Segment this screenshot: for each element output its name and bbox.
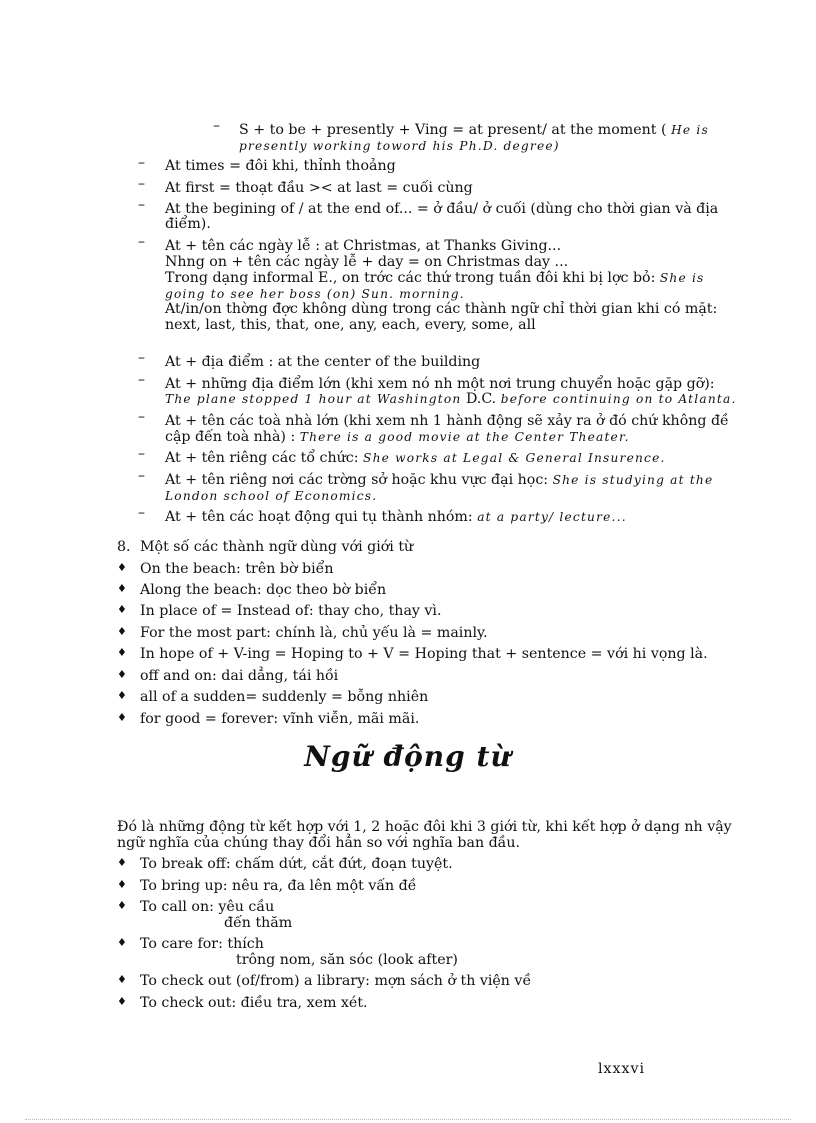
list-item-continuation: At/in/on thờng đợc không dùng trong các thành ngữ chỉ thời gian khi có mặt: [165, 301, 718, 317]
list-item: all of a sudden= suddenly = bỗng nhiên [140, 689, 429, 705]
dash-marker: – [138, 197, 145, 213]
list-item: To check out (of/from) a library: mợn sách ở th viện về [140, 973, 532, 989]
diamond-bullet-icon: ♦ [117, 646, 127, 659]
list-item: To break off: chấm dứt, cắt đứt, đoạn tuyệt. [140, 856, 453, 872]
list-item: Along the beach: dọc theo bờ biển [140, 582, 387, 598]
list-item-continuation: London school of Economics. [165, 489, 378, 503]
list-item: At + địa điểm : at the center of the building [165, 354, 481, 370]
list-item-continuation: presently working toword his Ph.D. degree) [239, 139, 560, 153]
list-item-continuation: going to see her boss (on) Sun. morning. [165, 287, 465, 301]
dash-marker: – [138, 505, 145, 521]
list-item: At + tên các ngày lễ : at Christmas, at Thanks Giving... [165, 238, 562, 254]
intro-paragraph-line: ngữ nghĩa của chúng thay đổi hẳn so với nghĩa ban đầu. [117, 835, 521, 851]
list-item-continuation: The plane stopped 1 hour at Washington D.C. before continuing on to Atlanta. [165, 391, 737, 407]
list-item: At + tên các toà nhà lớn (khi xem nh 1 hành động sẽ xảy ra ở đó chứ không đề [165, 413, 729, 429]
list-item-continuation: trông nom, săn sóc (look after) [236, 952, 458, 968]
list-item-continuation: Nhng on + tên các ngày lễ + day = on Christmas day ... [165, 254, 569, 270]
dash-marker: – [138, 234, 145, 250]
diamond-bullet-icon: ♦ [117, 561, 127, 574]
diamond-bullet-icon: ♦ [117, 689, 127, 702]
diamond-bullet-icon: ♦ [117, 856, 127, 869]
diamond-bullet-icon: ♦ [117, 668, 127, 681]
list-item: At times = đôi khi, thỉnh thoảng [165, 158, 396, 174]
list-item: At + tên riêng nơi các trờng sở hoặc khu vực đại học: She is studying at the [165, 472, 714, 488]
page-number: lxxxvi [598, 1061, 646, 1077]
list-item: In hope of + V-ing = Hoping to + V = Hoping that + sentence = với hi vọng là. [140, 646, 708, 662]
section-heading: Ngữ động từ [304, 740, 512, 773]
diamond-bullet-icon: ♦ [117, 995, 127, 1008]
diamond-bullet-icon: ♦ [117, 625, 127, 638]
list-item: To bring up: nêu ra, đa lên một vấn đề [140, 878, 417, 894]
list-item: To care for: thích [140, 936, 264, 952]
list-item-continuation: cập đến toà nhà) : There is a good movie at the Center Theater. [165, 429, 630, 445]
diamond-bullet-icon: ♦ [117, 973, 127, 986]
dash-marker: – [138, 468, 145, 484]
list-item: for good = forever: vĩnh viễn, mãi mãi. [140, 711, 420, 727]
list-item-continuation: đến thăm [224, 915, 293, 931]
dash-marker: – [138, 409, 145, 425]
diamond-bullet-icon: ♦ [117, 603, 127, 616]
dash-marker: – [138, 446, 145, 462]
dash-marker: – [213, 118, 220, 134]
diamond-bullet-icon: ♦ [117, 936, 127, 949]
dash-marker: – [138, 176, 145, 192]
list-item: For the most part: chính là, chủ yếu là = mainly. [140, 625, 488, 641]
list-item: At + tên các hoạt động qui tụ thành nhóm: at a party/ lecture... [165, 509, 627, 525]
list-item: On the beach: trên bờ biển [140, 561, 334, 577]
list-item: At the begining of / at the end of... = ở đầu/ ở cuối (dùng cho thời gian và địa [165, 201, 719, 217]
list-item-continuation: Trong dạng informal E., on trớc các thứ trong tuần đôi khi bị lợc bỏ: She is [165, 270, 705, 286]
dash-marker: – [138, 350, 145, 366]
section-title: Một số các thành ngữ dùng với giới từ [140, 539, 414, 555]
diamond-bullet-icon: ♦ [117, 711, 127, 724]
dash-marker: – [138, 372, 145, 388]
list-item: In place of = Instead of: thay cho, thay vì. [140, 603, 442, 619]
list-item: At + những địa điểm lớn (khi xem nó nh một nơi trung chuyển hoặc gặp gỡ): [165, 376, 715, 392]
dash-marker: – [138, 155, 145, 171]
section-number: 8. [117, 539, 131, 555]
list-item-continuation: next, last, this, that, one, any, each, every, some, all [165, 317, 536, 333]
diamond-bullet-icon: ♦ [117, 899, 127, 912]
page-bottom-divider [25, 1119, 791, 1120]
intro-paragraph-line: Đó là những động từ kết hợp với 1, 2 hoặc đôi khi 3 giới từ, khi kết hợp ở dạng nh vậy [117, 819, 732, 835]
list-item: S + to be + presently + Ving = at present/ at the moment ( He is [239, 122, 709, 138]
list-item: At + tên riêng các tổ chức: She works at Legal & General Insurence. [165, 450, 666, 466]
diamond-bullet-icon: ♦ [117, 582, 127, 595]
list-item-continuation: điểm). [165, 216, 211, 232]
list-item: To call on: yêu cầu [140, 899, 275, 915]
diamond-bullet-icon: ♦ [117, 878, 127, 891]
list-item: At first = thoạt đầu >< at last = cuối cùng [165, 180, 473, 196]
list-item: off and on: dai dẳng, tái hồi [140, 668, 339, 684]
list-item: To check out: điều tra, xem xét. [140, 995, 368, 1011]
